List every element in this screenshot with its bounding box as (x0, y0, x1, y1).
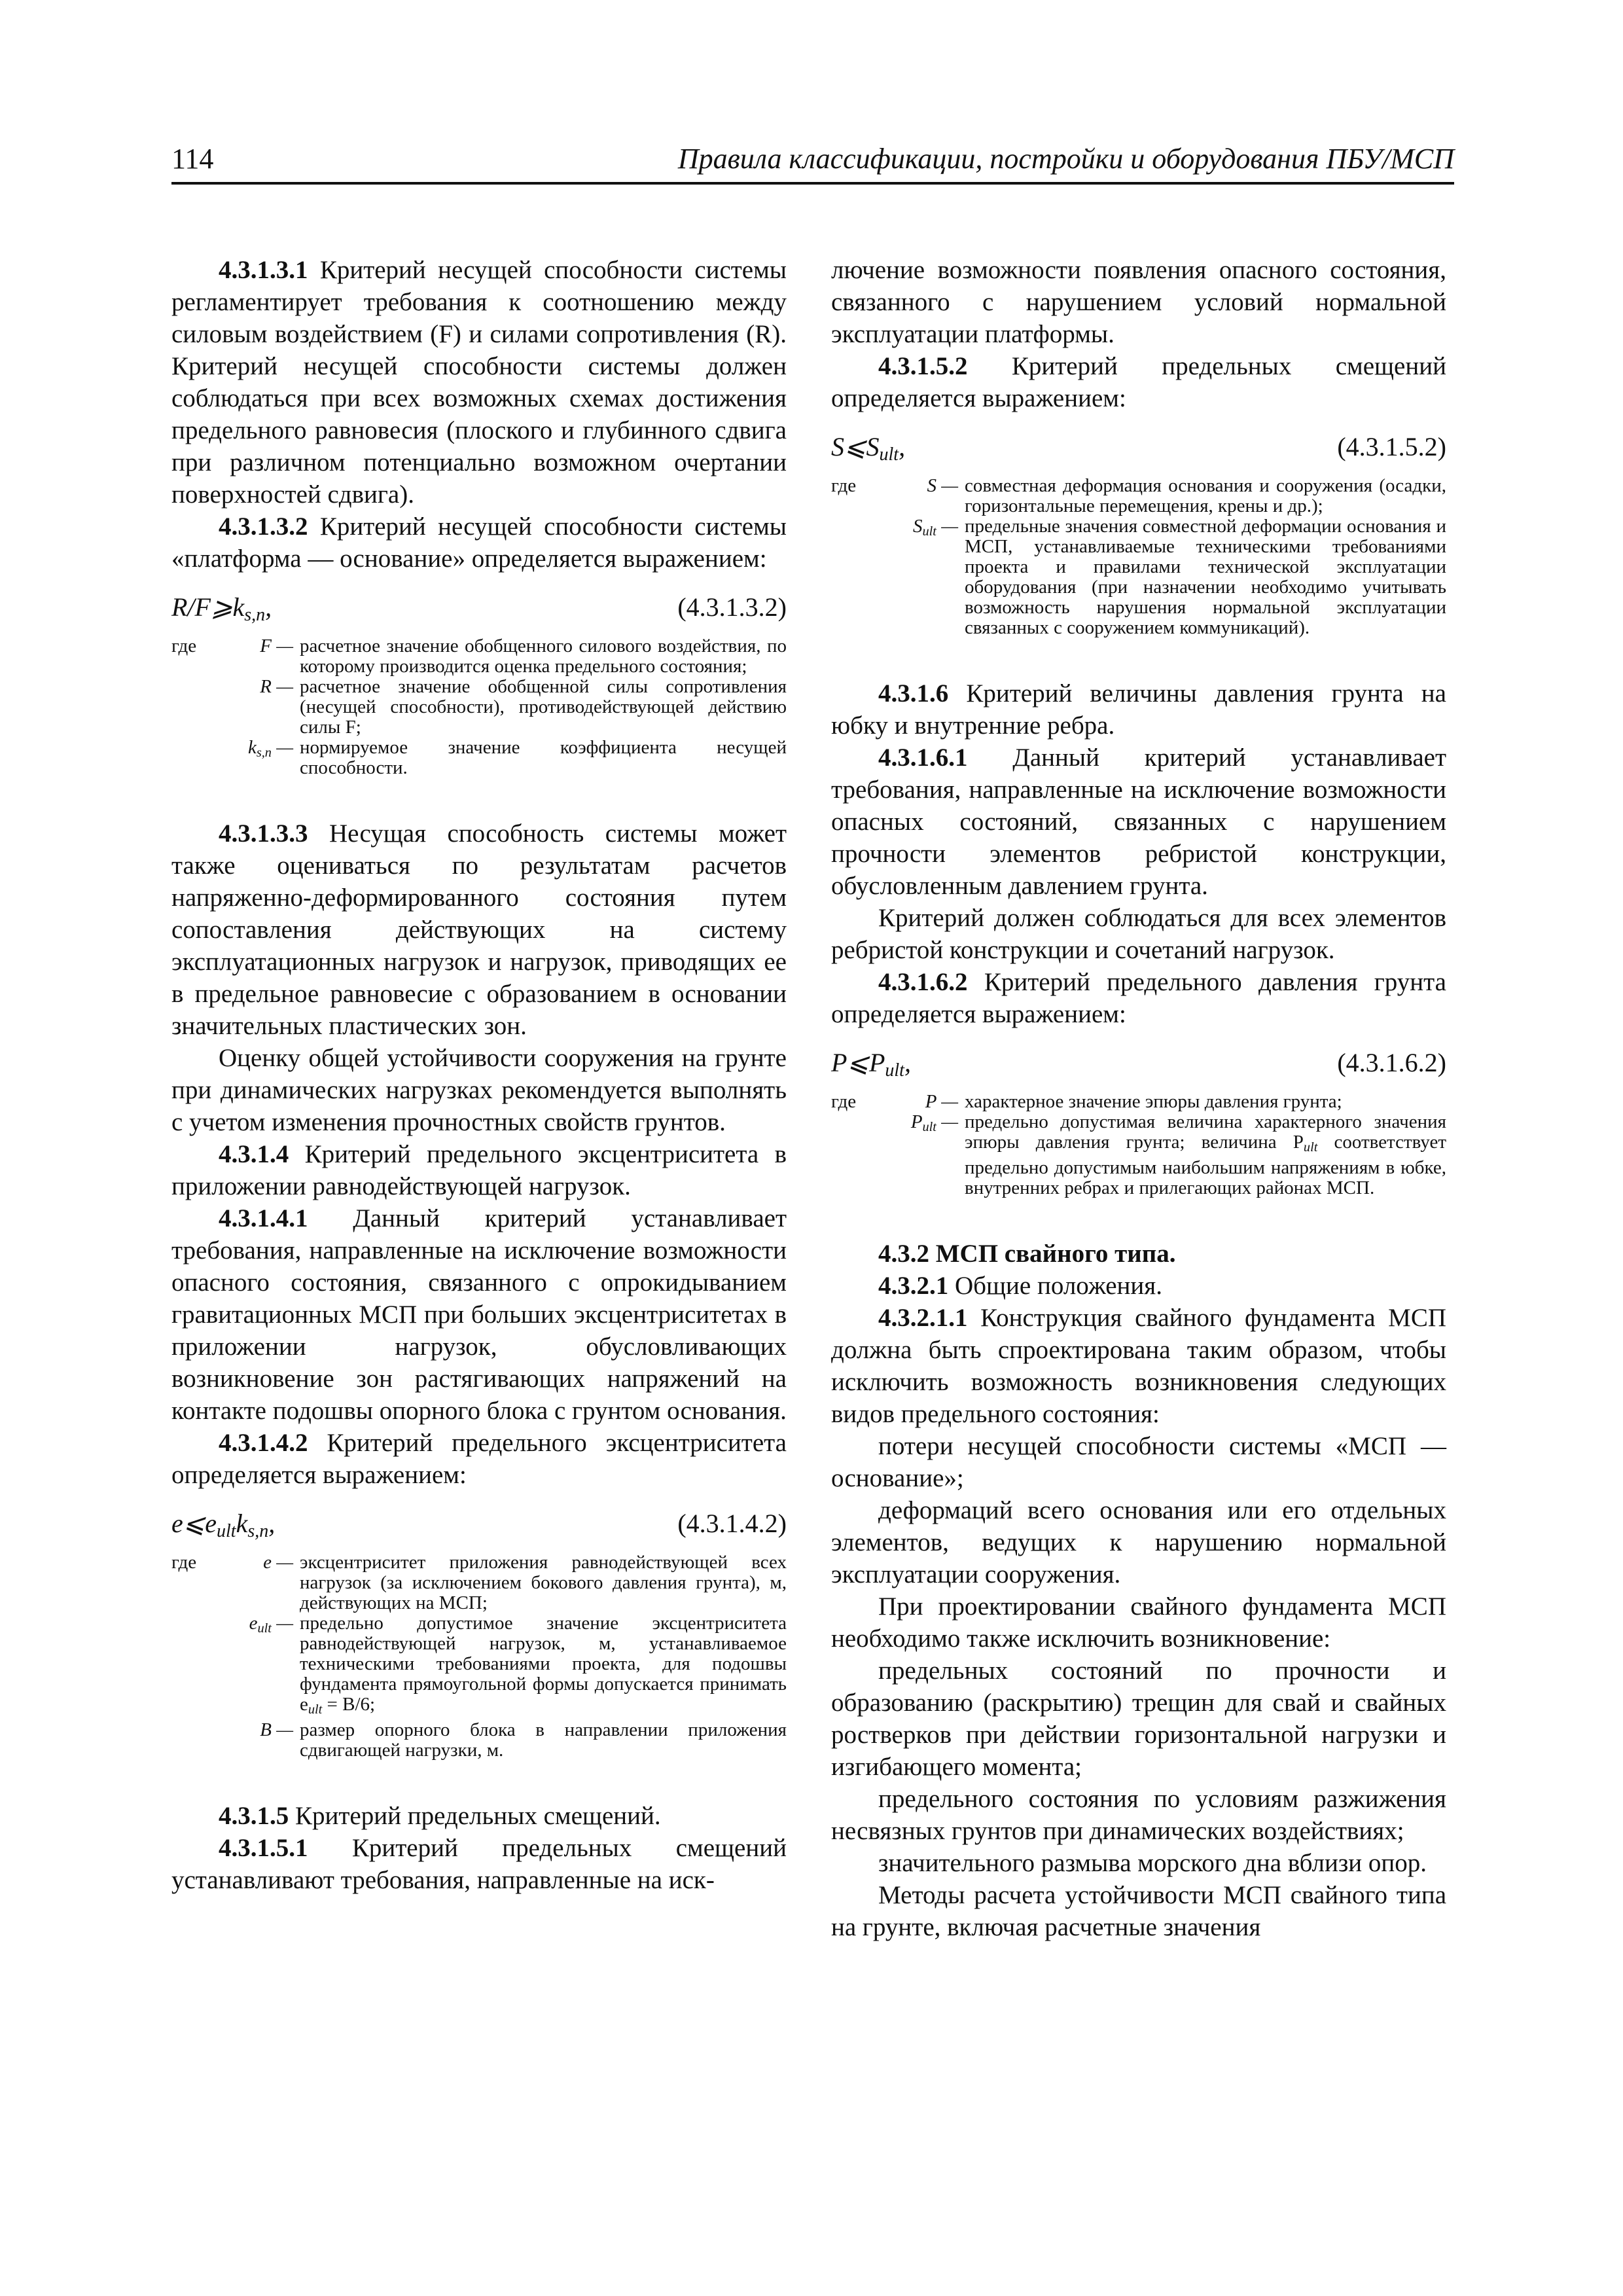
formula-4-3-1-5-2 (831, 431, 1446, 468)
symbol-dash: — (936, 516, 958, 537)
where-definition: характерное значение эпюры давления грунта; (965, 1091, 1342, 1112)
paragraph-4-3-1-6-1 (831, 742, 1446, 902)
where-symbol: F — (260, 636, 293, 656)
paragraph-4-3-2-1 (831, 1270, 1446, 1302)
formula-4-3-1-3-2 (171, 592, 787, 628)
page-number: 114 (171, 143, 214, 175)
list-item-bearing-capacity: потери несущей способности системы «МСП — основание»; (831, 1432, 1446, 1493)
formula-expression (831, 431, 905, 465)
symbol-main: S (913, 516, 923, 537)
where-definition: предельные значения совместной деформации основания и МСП, устанавливаемые техническими требованиями проекта и правилами технической эксплуатации оборудования (при назначении необходимо учитывать возможность нарушения нормальной эксплуатации связанных с сооружением коммуникаций). (965, 516, 1446, 638)
page-header (171, 136, 1454, 185)
formula-tail: , (265, 592, 272, 622)
symbol-dash: — (271, 1613, 293, 1634)
paragraph-4-3-1-5 (171, 1800, 787, 1832)
section-heading-4-3-2: 4.3.2 МСП свайного типа. (878, 1240, 1176, 1268)
paragraph-text: Критерий предельного эксцентриситета определяется выражением: (171, 1429, 787, 1489)
formula-main: P⩽P (831, 1048, 885, 1077)
paragraph-text: Данный критерий устанавливает требования, направленные на исключение возможности опасных состояний, связанных с нарушением прочности элементов ребристой конструкции, обусловленным давлением грунта. (831, 744, 1446, 900)
paragraph-text: Критерий предельного давления грунта определяется выражением: (831, 968, 1446, 1028)
where-definition (300, 1613, 787, 1720)
formula-number: (4.3.1.4.2) (677, 1509, 787, 1538)
where-block-2 (171, 1552, 787, 1761)
where-symbol: R — (260, 676, 293, 697)
paragraph-4-3-2-1-1 (831, 1302, 1446, 1430)
where-symbol: e — (263, 1552, 293, 1573)
formula-main: R/F⩾k (171, 592, 245, 622)
paragraph-criterion-note: Критерий должен соблюдаться для всех элементов ребристой конструкции и сочетаний нагрузок. (831, 904, 1446, 964)
list-item-strength-cracks: предельных состояний по прочности и образованию (раскрытию) трещин для свай и свайных ростверков при действии горизонтальной нагрузки и изгибающего момента; (831, 1657, 1446, 1782)
formula-subscript: s,n (247, 1521, 269, 1541)
paragraph-4-3-1-5-1 (171, 1832, 787, 1896)
definition-tail: соответствует предельно допустимым наибольшим напряжениям в юбке, внутренних ребрах и прилегающих районах МСП. (965, 1132, 1446, 1199)
clause-number: 4.3.1.3.1 (219, 256, 308, 284)
where-label: где (831, 1091, 857, 1112)
formula-4-3-1-4-2 (171, 1508, 787, 1545)
running-title: Правила классификации, постройки и оборудования ПБУ/МСП (677, 143, 1454, 175)
right-column (831, 254, 1446, 1943)
paragraph-text: Критерий несущей способности системы «платформа — основание» определяется выражением: (171, 512, 787, 573)
symbol-subscript: ult (922, 524, 936, 539)
formula-expression (831, 1047, 911, 1081)
clause-number: 4.3.1.6.1 (878, 744, 968, 772)
where-label: где (831, 475, 857, 496)
clause-number: 4.3.1.4 (219, 1140, 289, 1168)
definition-subscript: ult (1303, 1140, 1318, 1155)
formula-number: (4.3.1.6.2) (1337, 1048, 1446, 1077)
paragraph-text: Критерий предельных смещений определяется выражением: (831, 352, 1446, 412)
where-symbol (223, 1613, 300, 1720)
symbol-main: P (910, 1111, 923, 1132)
formula-main: k (236, 1509, 248, 1538)
symbol-subscript: ult (922, 1120, 936, 1135)
paragraph-4-3-1-3-2 (171, 511, 787, 575)
clause-number: 4.3.1.6 (878, 679, 949, 708)
symbol-dash: — (271, 737, 293, 758)
where-definition: расчетное значение обобщенного силового воздействия, по которому производится оценка предельного состояния; (300, 636, 787, 677)
clause-number: 4.3.1.5.1 (219, 1834, 308, 1863)
paragraph-text: Несущая способность системы может также оцениваться по результатам расчетов напряженно-деформированного состояния путем сопоставления действующих на систему эксплуатационных нагрузок и нагрузок, приводящих ее в предельное равновесие с образованием в основании значительных пластических зон. (171, 819, 787, 1040)
formula-tail: , (904, 1048, 911, 1077)
formula-subscript: ult (217, 1521, 236, 1541)
where-symbol (223, 738, 300, 778)
clause-number: 4.3.1.5 (219, 1802, 289, 1831)
clause-number: 4.3.2.1 (878, 1272, 949, 1300)
paragraph-4-3-1-6-2 (831, 966, 1446, 1030)
symbol-main: e (249, 1613, 258, 1634)
where-definition (965, 1112, 1446, 1198)
where-definition: эксцентриситет приложения равнодействующей всех нагрузок (за исключением бокового давления грунта), м, действующих на МСП; (300, 1552, 787, 1613)
formula-number: (4.3.1.5.2) (1337, 432, 1446, 461)
symbol-subscript: s,n (256, 745, 272, 761)
symbol-main: k (247, 737, 257, 758)
paragraph-text: Критерий величины давления грунта на юбку и внутренние ребра. (831, 679, 1446, 740)
formula-expression (171, 1508, 275, 1542)
formula-main: e⩽e (171, 1509, 217, 1538)
definition-text: предельно допустимое значение эксцентриситета равнодействующей нагрузок, м, устанавливаемое техническими требованиями проекта, для подошвы фундамента прямоугольной формы допускается принимать e (300, 1613, 787, 1715)
paragraph-calculation-methods: Методы расчета устойчивости МСП свайного типа на грунте, включая расчетные значения (831, 1881, 1446, 1942)
definition-subscript: ult (308, 1702, 323, 1717)
formula-expression (171, 592, 272, 626)
formula-subscript: ult (879, 444, 899, 465)
where-definition: совместная деформация основания и сооружения (осадки, горизонтальные перемещения, крены и др.); (965, 475, 1446, 516)
paragraph-4-3-1-6 (831, 677, 1446, 742)
where-definition: расчетное значение обобщенной силы сопротивления (несущей способности), противодействующей действию силы F; (300, 676, 787, 738)
formula-4-3-1-6-2 (831, 1047, 1446, 1084)
symbol-subscript: ult (257, 1621, 272, 1636)
where-block-4 (831, 1092, 1446, 1198)
clause-number: 4.3.1.3.3 (219, 819, 308, 848)
where-block-3 (831, 476, 1446, 638)
paragraph-continued: лючение возможности появления опасного состояния, связанного с нарушением условий нормальной эксплуатации платформы. (831, 256, 1446, 348)
formula-main: S⩽S (831, 432, 880, 461)
paragraph-4-3-1-4 (171, 1138, 787, 1202)
paragraph-4-3-1-3-1 (171, 254, 787, 511)
clause-number: 4.3.1.4.1 (219, 1204, 308, 1232)
paragraph-4-3-1-3-3 (171, 817, 787, 1042)
formula-subscript: s,n (244, 605, 266, 625)
paragraph-text: Критерий несущей способности системы регламентирует требования к соотношению между силовым воздействием (F) и силами сопротивления (R). Критерий несущей способности системы должен соблюдаться при всех возможных схемах достижения предельного равновесия (плоского и глубинного сдвига при различном потенциально возможном очертании поверхностей сдвига). (171, 256, 787, 509)
clause-number: 4.3.1.5.2 (878, 352, 968, 380)
where-definition: нормируемое значение коэффициента несущей способности. (300, 737, 787, 778)
clause-number: 4.3.1.4.2 (219, 1429, 308, 1457)
formula-tail: , (268, 1509, 276, 1538)
paragraph-stability: Оценку общей устойчивости сооружения на грунте при динамических нагрузках рекомендуется выполнять с учетом изменения прочностных свойств грунтов. (171, 1044, 787, 1136)
left-column (171, 254, 787, 1896)
where-symbol: B — (260, 1719, 293, 1741)
where-symbol: P — (925, 1091, 958, 1112)
paragraph-text: Конструкция свайного фундамента МСП должна быть спроектирована таким образом, чтобы исключить возможность возникновения следующих видов предельного состояния: (831, 1304, 1446, 1429)
list-item-liquefaction: предельного состояния по условиям разжижения несвязных грунтов при динамических воздействиях; (831, 1785, 1446, 1846)
where-label: где (171, 1552, 197, 1573)
definition-tail: = B/6; (322, 1694, 376, 1715)
where-symbol (882, 1112, 965, 1198)
symbol-dash: — (936, 1111, 958, 1132)
list-item-deformations: деформаций всего основания или его отдельных элементов, ведущих к нарушению нормальной эксплуатации сооружения. (831, 1496, 1446, 1589)
paragraph-text: Критерий предельных смещений устанавливают требования, направленные на иск- (171, 1834, 787, 1895)
where-symbol (882, 516, 965, 638)
formula-number: (4.3.1.3.2) (677, 592, 787, 622)
where-definition: размер опорного блока в направлении приложения сдвигающей нагрузки, м. (300, 1719, 787, 1761)
paragraph-pile-design: При проектировании свайного фундамента МСП необходимо также исключить возникновение: (831, 1592, 1446, 1653)
where-symbol: S — (927, 475, 958, 496)
paragraph-4-3-1-5-2 (831, 350, 1446, 414)
definition-text: предельно допустимая величина характерного значения эпюры давления грунта; величина P (965, 1111, 1446, 1153)
clause-number: 4.3.1.3.2 (219, 512, 308, 541)
paragraph-text: Общие положения. (948, 1272, 1162, 1300)
where-block-1 (171, 636, 787, 778)
formula-tail: , (899, 432, 906, 461)
paragraph-text: Критерий предельного эксцентриситета в приложении равнодействующей нагрузок. (171, 1140, 787, 1200)
paragraph-4-3-1-4-1 (171, 1202, 787, 1427)
clause-number: 4.3.2.1.1 (878, 1304, 968, 1333)
paragraph-text: Критерий предельных смещений. (289, 1802, 661, 1831)
paragraph-4-3-1-4-2 (171, 1427, 787, 1491)
paragraph-text: Данный критерий устанавливает требования, направленные на исключение возможности опасного состояния, связанного с опрокидыванием гравитационных МСП при больших эксцентриситетах в приложении нагрузок, обусловливающих возникновение зон растягивающих напряжений на контакте подошвы опорного блока с грунтом основания. (171, 1204, 787, 1425)
where-label: где (171, 636, 197, 656)
list-item-scour: значительного размыва морского дна вблизи опор. (878, 1849, 1427, 1878)
formula-subscript: ult (885, 1060, 904, 1081)
clause-number: 4.3.1.6.2 (878, 968, 968, 996)
